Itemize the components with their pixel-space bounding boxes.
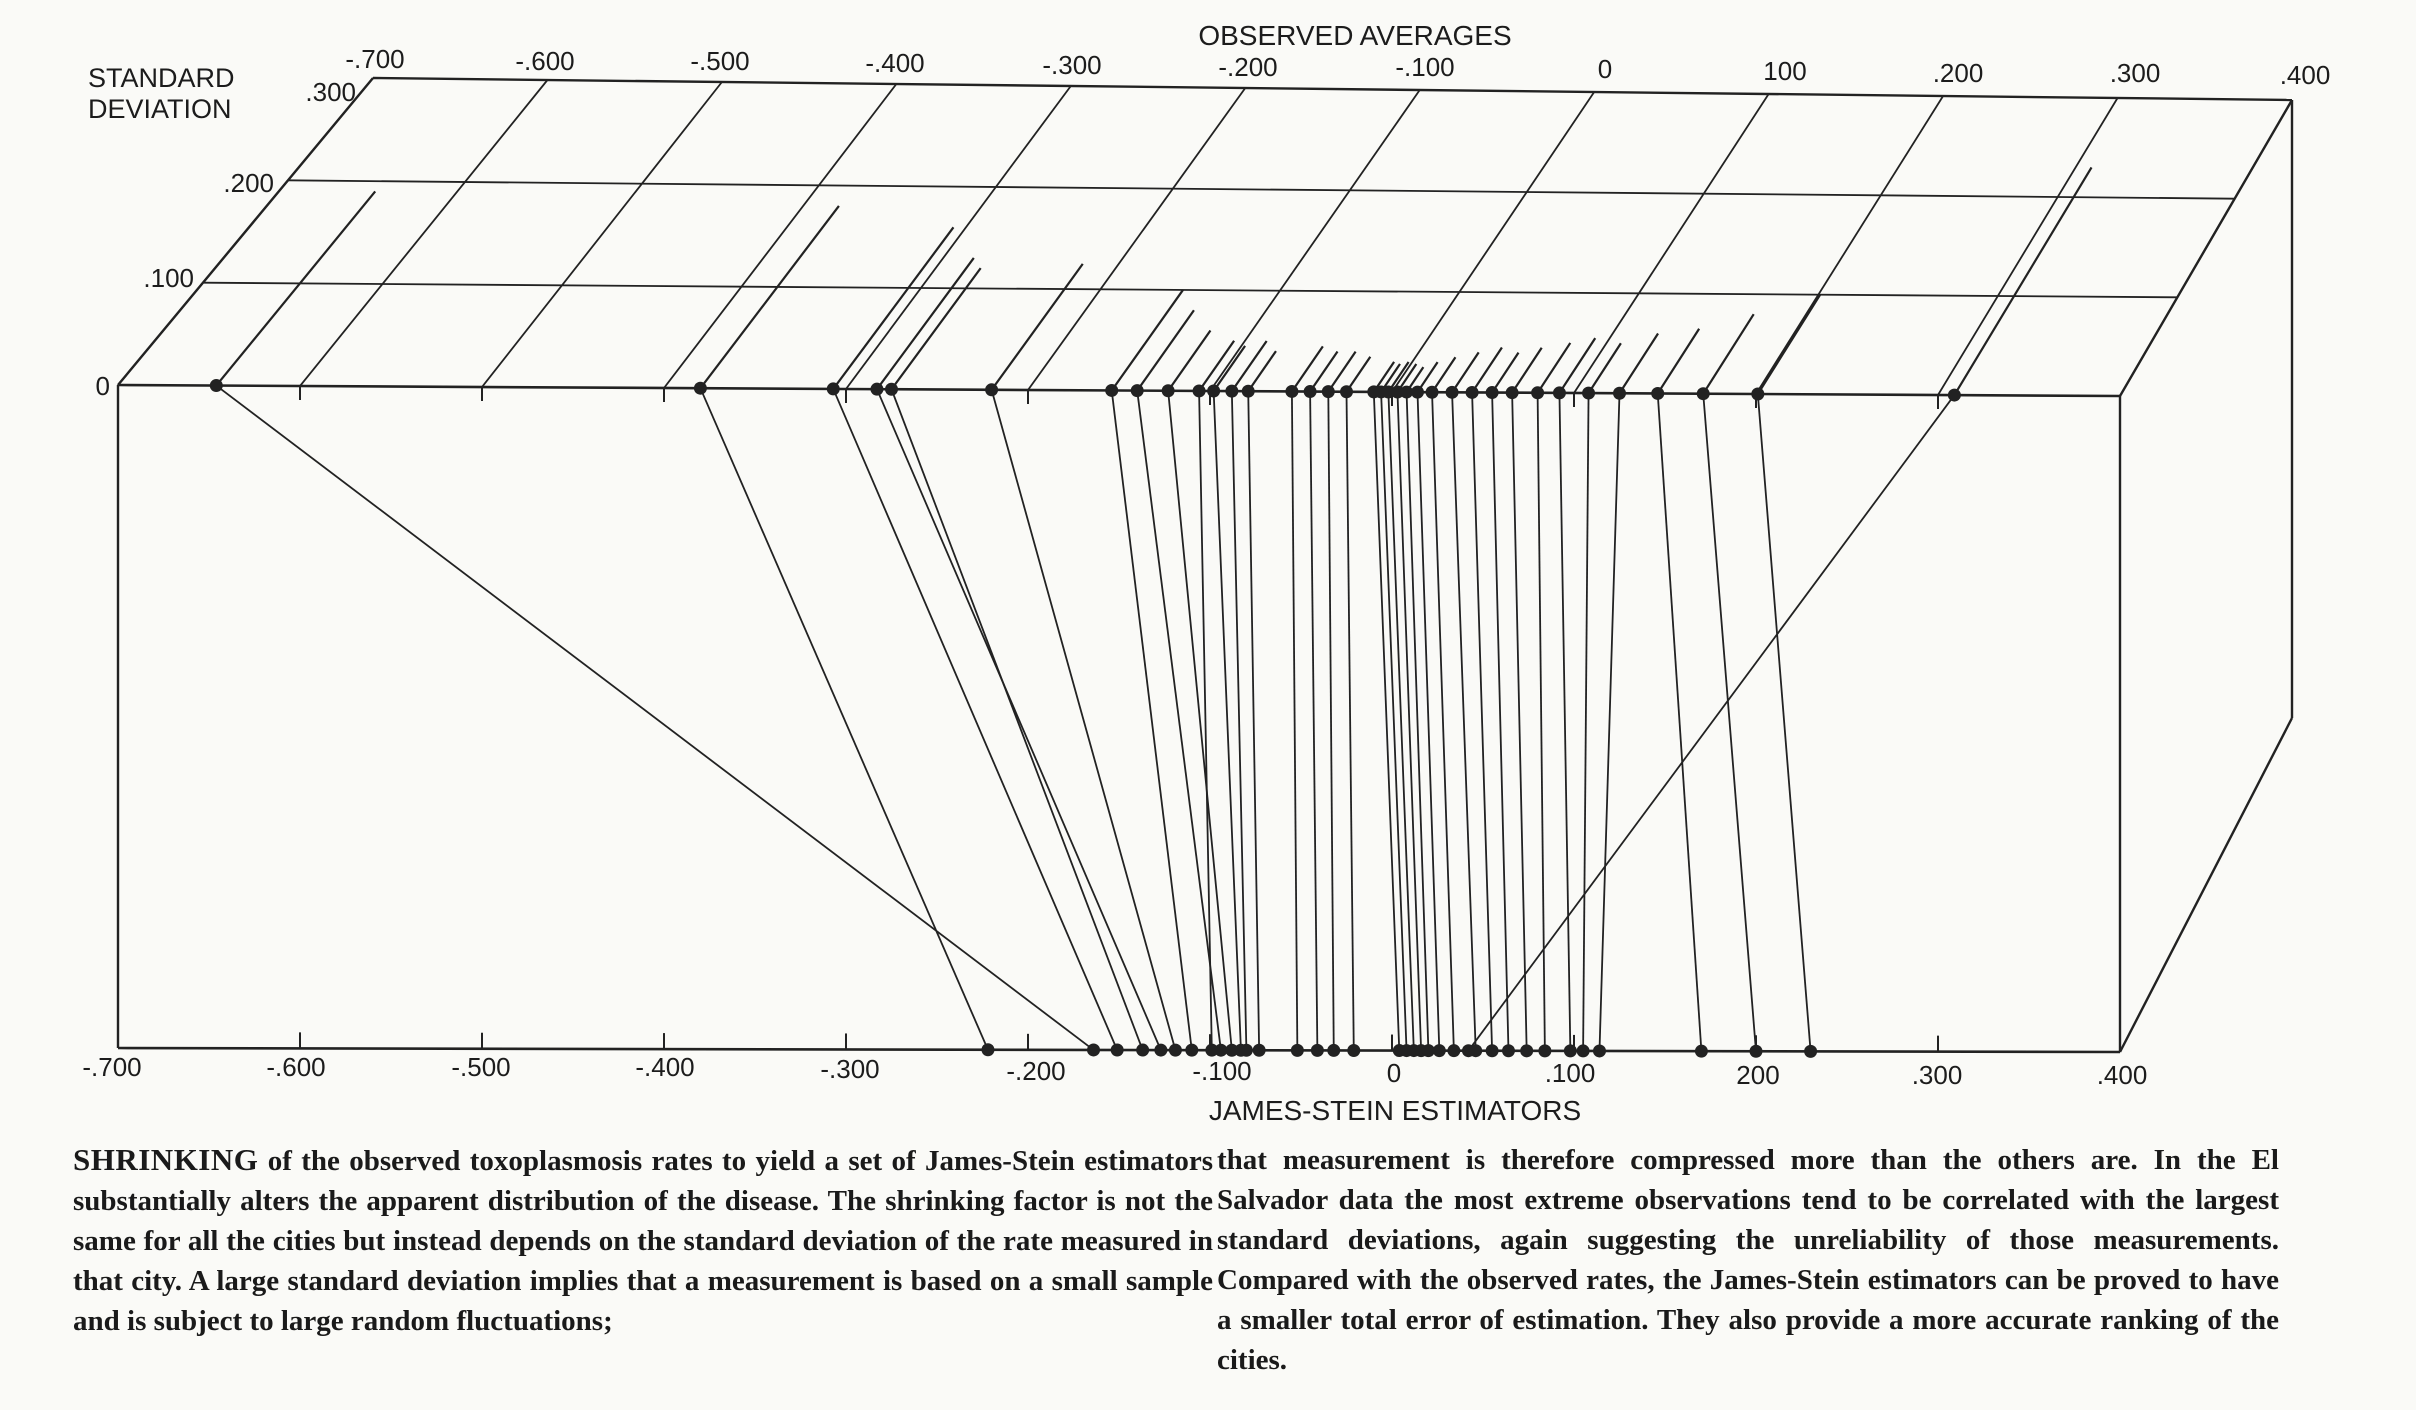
- sd-stick: [216, 191, 375, 385]
- x-grid-line: [1938, 98, 2118, 395]
- sd-stick: [877, 258, 974, 389]
- top-tick-label: 0: [1597, 54, 1613, 84]
- shrink-line: [1559, 393, 1570, 1051]
- observed-dot: [1304, 385, 1317, 398]
- observed-dot: [1446, 386, 1459, 399]
- bottom-tick-label: -.700: [82, 1052, 142, 1082]
- depth-axis-title-line1: STANDARD: [88, 63, 235, 93]
- observed-dot: [1411, 386, 1424, 399]
- observed-dot: [1105, 384, 1118, 397]
- observed-dot: [1582, 387, 1595, 400]
- top-tick-label: .400: [2279, 60, 2331, 90]
- shrink-line: [1472, 392, 1492, 1050]
- x-grid-line: [1028, 88, 1245, 390]
- sd-sticks: [216, 167, 2091, 395]
- bottom-tick-label: -.600: [266, 1052, 326, 1082]
- bottom-tick-label: -.400: [635, 1052, 695, 1082]
- observed-dot: [1242, 385, 1255, 398]
- sd-tick-labels: [96, 77, 356, 401]
- observed-dot: [1193, 384, 1206, 397]
- shrink-line: [1512, 393, 1527, 1051]
- sd-stick: [1292, 346, 1323, 391]
- estimator-dot: [1253, 1044, 1266, 1057]
- estimator-dot: [1538, 1044, 1551, 1057]
- top-tick-label: 100: [1763, 56, 1807, 86]
- x-grid-line: [118, 78, 373, 385]
- bottom-tick-label: .100: [1544, 1058, 1596, 1088]
- shrink-line: [1168, 391, 1232, 1050]
- estimator-dot: [1502, 1044, 1515, 1057]
- observed-dot: [885, 383, 898, 396]
- caption-lead: SHRINKING: [73, 1142, 259, 1177]
- shrink-line: [216, 386, 1093, 1050]
- observed-dot: [1340, 385, 1353, 398]
- sd-stick: [700, 206, 839, 388]
- bottom-tick-label: .400: [2096, 1060, 2148, 1090]
- estimator-dot: [1291, 1044, 1304, 1057]
- estimator-dot: [1447, 1044, 1460, 1057]
- estimator-dot: [1087, 1043, 1100, 1056]
- observed-dot: [1466, 386, 1479, 399]
- estimator-dot: [1154, 1044, 1167, 1057]
- shrink-line: [1347, 392, 1354, 1051]
- shrink-line: [1310, 392, 1317, 1051]
- estimator-dot: [1169, 1044, 1182, 1057]
- x-grid-line: [2120, 100, 2292, 396]
- sd-stick: [1248, 351, 1276, 391]
- observed-dot: [1162, 384, 1175, 397]
- sd-stick: [1620, 334, 1659, 394]
- x-grid-line: [482, 82, 722, 387]
- caption-right: that measurement is therefore compressed more than the others are. In the El Salvador data the most extreme observations tend to be correlated with the largest standard deviations, again suggesting the unreliability of those measurements. Compared with the observed rates, the James-Stein estimators can be proved to have a smaller total error of estimation. They also provide a more accurate ranking of the cities.: [1217, 1144, 2279, 1376]
- observed-dot: [1285, 385, 1298, 398]
- sd-stick: [1214, 346, 1245, 391]
- sd-stick: [1658, 329, 1699, 394]
- estimator-dot: [1577, 1044, 1590, 1057]
- bottom-axis-title: JAMES-STEIN ESTIMATORS: [1208, 1095, 1582, 1126]
- observed-dot: [1322, 385, 1335, 398]
- observed-dot: [870, 383, 883, 396]
- depth-axis-title-line2: DEVIATION: [88, 94, 232, 124]
- sd-stick: [1703, 314, 1753, 394]
- x-grid-line: [1392, 92, 1594, 392]
- shrink-line: [1214, 391, 1241, 1050]
- estimator-dot: [1804, 1045, 1817, 1058]
- sd-stick: [1589, 343, 1621, 393]
- estimator-dot: [1111, 1043, 1124, 1056]
- sd-stick: [1492, 353, 1518, 393]
- observed-dot: [1225, 385, 1238, 398]
- sd-stick: [1954, 167, 2091, 395]
- sd-grid-line: [203, 283, 2177, 298]
- sd-tick-label: 0: [95, 371, 110, 401]
- caption-left: [73, 1140, 1213, 1341]
- shrink-line: [1452, 392, 1476, 1050]
- estimator-dot: [1205, 1044, 1218, 1057]
- shrink-line: [1381, 392, 1406, 1051]
- top-tick-label: -.100: [1395, 52, 1455, 82]
- sd-stick: [1232, 341, 1267, 391]
- x-grid-line: [846, 86, 1071, 389]
- x-grid-line: [1210, 90, 1420, 391]
- shrink-line: [1599, 393, 1619, 1051]
- shrink-line: [1583, 393, 1588, 1051]
- shrink-line: [700, 388, 988, 1050]
- top-tick-label: -.700: [345, 44, 405, 74]
- bottom-tick-label: -.300: [820, 1054, 880, 1084]
- floor-grid: [118, 78, 2292, 396]
- top-tick-label: .200: [1932, 58, 1984, 88]
- bottom-tick-label: -.200: [1006, 1056, 1066, 1086]
- estimator-dot: [1311, 1044, 1324, 1057]
- estimator-dot: [1347, 1044, 1360, 1057]
- estimator-dot: [1433, 1044, 1446, 1057]
- bottom-tick-label: -.100: [1192, 1056, 1252, 1086]
- box-back-edge: [373, 78, 2292, 100]
- bottom-tick-label: .300: [1911, 1060, 1963, 1090]
- shrink-line: [1374, 392, 1399, 1051]
- sd-stick: [892, 268, 981, 389]
- bottom-tick-labels: [82, 1052, 2147, 1090]
- estimator-dot: [1462, 1044, 1475, 1057]
- estimator-dot: [1750, 1045, 1763, 1058]
- top-tick-label: -.600: [515, 46, 575, 76]
- sd-stick: [1137, 310, 1194, 390]
- box-bottom-right-edge: [2120, 718, 2292, 1052]
- estimator-dot: [981, 1043, 994, 1056]
- observed-dot: [1613, 387, 1626, 400]
- estimator-dot: [1520, 1044, 1533, 1057]
- estimator-dot: [1327, 1044, 1340, 1057]
- sd-tick-label: .300: [305, 77, 356, 107]
- shrink-lines: [216, 386, 1954, 1052]
- observed-dot: [1651, 387, 1664, 400]
- observed-dot: [1486, 386, 1499, 399]
- perspective-box: [118, 78, 2292, 1052]
- observed-dot: [1426, 386, 1439, 399]
- observed-dot: [827, 382, 840, 395]
- observed-dot: [1506, 386, 1519, 399]
- box-front-top-edge: [118, 385, 2120, 396]
- shrink-line: [1248, 391, 1259, 1050]
- observed-dot: [694, 382, 707, 395]
- sd-tick-label: .100: [143, 263, 194, 293]
- estimator-dot: [1240, 1044, 1253, 1057]
- observed-dot: [210, 379, 223, 392]
- shrink-line: [833, 389, 1117, 1050]
- shrink-line: [892, 389, 1143, 1050]
- observed-dot: [1697, 387, 1710, 400]
- estimator-dot: [1593, 1044, 1606, 1057]
- top-tick-label: -.400: [865, 48, 925, 78]
- sd-stick: [992, 264, 1083, 390]
- observed-dot: [1751, 388, 1764, 401]
- x-grid-line: [664, 84, 896, 388]
- x-grid-line: [300, 80, 547, 386]
- observed-dot: [1207, 385, 1220, 398]
- top-tick-label: -.500: [690, 46, 750, 76]
- caption-left-text: of the observed toxoplasmosis rates to yield a set of James-Stein estimators substantially alters the apparent distribution of the disease. The shrinking factor is not the same for all the cities but instead depends on the standard deviation of the rate measured in that city. A large standard deviation implies that a measurement is based on a small sample and is subject to large random fluctuations;: [73, 1145, 1213, 1337]
- shrink-line: [1328, 392, 1333, 1051]
- bottom-tick-label: 200: [1736, 1060, 1780, 1090]
- shrink-line: [1292, 391, 1297, 1050]
- shrink-line: [1492, 393, 1508, 1051]
- sd-stick: [1199, 341, 1234, 391]
- x-grid-line: [1756, 96, 1943, 394]
- shrink-line: [1199, 391, 1212, 1050]
- estimator-dot: [1695, 1045, 1708, 1058]
- observed-dot: [1553, 386, 1566, 399]
- sd-stick: [1758, 295, 1820, 394]
- observed-dot: [985, 383, 998, 396]
- estimator-dot: [1486, 1044, 1499, 1057]
- bottom-tick-label: 0: [1386, 1058, 1402, 1088]
- data-dots: [210, 379, 1961, 1058]
- estimator-dot: [1136, 1044, 1149, 1057]
- shrink-line: [1758, 394, 1811, 1051]
- observed-dot: [1948, 389, 1961, 402]
- sd-stick: [1452, 352, 1479, 392]
- sd-grid-line: [288, 180, 2235, 198]
- chart-title: OBSERVED AVERAGES: [1198, 20, 1512, 51]
- top-tick-label: -.300: [1042, 50, 1102, 80]
- observed-dot: [1531, 386, 1544, 399]
- top-tick-label: .300: [2109, 58, 2161, 88]
- estimator-dot: [1564, 1044, 1577, 1057]
- shrink-line: [1658, 393, 1702, 1051]
- top-tick-label: -.200: [1218, 52, 1278, 82]
- shrink-line: [1232, 391, 1247, 1050]
- estimator-dot: [1185, 1044, 1198, 1057]
- x-grid-line: [1574, 94, 1769, 393]
- bottom-tick-label: -.500: [451, 1052, 511, 1082]
- sd-tick-label: .200: [223, 168, 274, 198]
- sd-stick: [1559, 338, 1595, 393]
- observed-dot: [1131, 384, 1144, 397]
